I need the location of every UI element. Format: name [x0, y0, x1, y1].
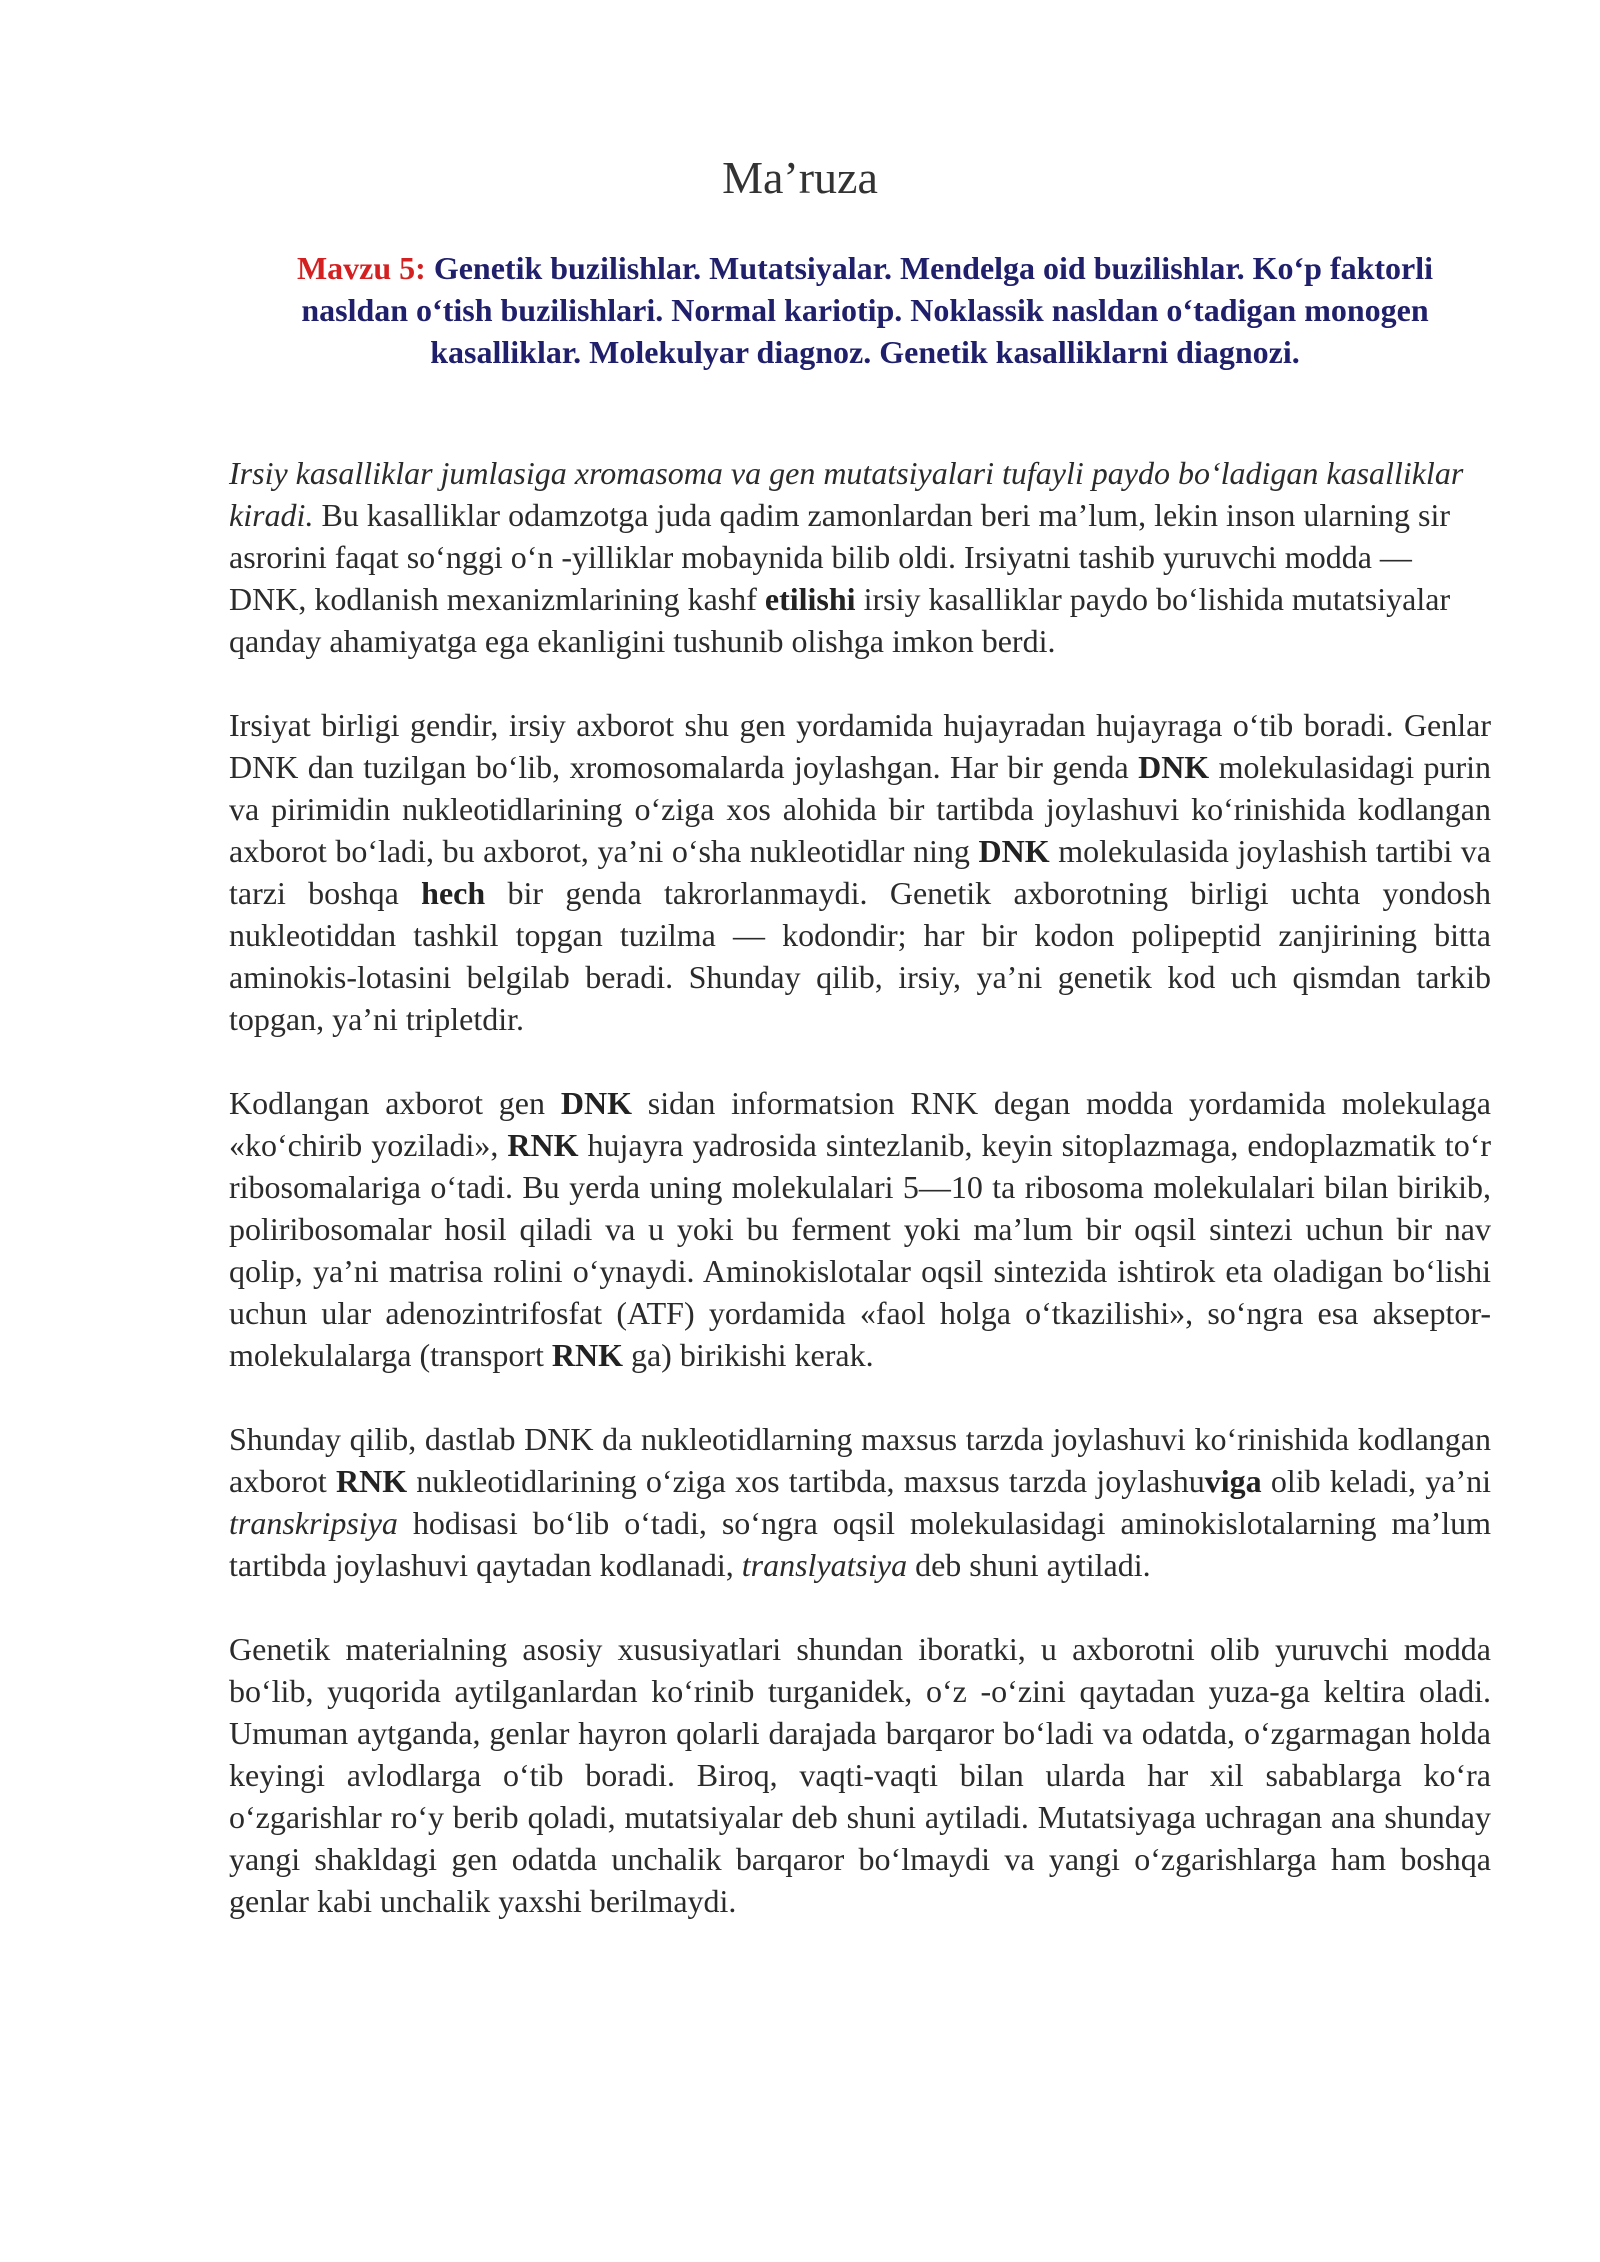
- text-run: hodisasi boʻlib oʻtadi, soʻngra oqsil molekulasidagi aminokislotalarning maʼlum tartibda joylashuvi qaytadan kodlanadi,: [229, 1505, 1491, 1583]
- bold-term: DNK: [1138, 749, 1210, 785]
- text-run: Bu kasalliklar odamzotga juda qadim zamonlardan beri maʼlum, lekin inson ularning sir asrorini faqat soʻnggi oʻn -yilliklar mobaynida bilib oldi. Irsiyatni tashib yuruvchi modda — DNK, kodlanish mexanizmlarining kashf: [229, 497, 1451, 617]
- paragraph-2: [229, 704, 1491, 1040]
- bold-term: DNK: [978, 833, 1050, 869]
- bold-term: hech: [421, 875, 486, 911]
- text-run: Irsiyat birligi gendir, irsiy axborot shu gen yordamida hujayradan hujayraga oʻtib boradi. Genlar DNK dan tuzilgan boʻlib, xromosomalarda joylashgan. Har bir genda: [229, 707, 1491, 785]
- text-run: nukleotidlarining oʻziga xos tartibda, maxsus tarzda joylashu: [407, 1463, 1205, 1499]
- italic-term: transkripsiya: [229, 1505, 398, 1541]
- text-run: hujayra yadrosida sintezlanib, keyin sitoplazmaga, endoplazmatik toʻr ribosomalariga oʻtadi. Bu yerda uning molekulalari 5—10 ta ribosoma molekulalari bilan birikib, poliribosomalar hosil qiladi va u yoki bu ferment yoki maʼlum bir oqsil sintezi uchun bir nav qolip, yaʼni matrisa rolini oʻynaydi. Aminokislotalar oqsil sintezida ishtirok eta oladigan boʻlishi uchun ular adenozintrifosfat (ATF) yordamida «faol holga oʻtkazilishi», soʻngra esa akseptor-molekulalarga (transport: [229, 1127, 1492, 1373]
- paragraph-1: [229, 452, 1491, 662]
- text-run: molekulasidagi purin va pirimidin nukleotidlarining oʻziga xos alohida bir tartibda joylashuvi koʻrinishida kodlangan axborot boʻladi, bu axborot, yaʼni oʻsha nukleotidlar ning: [229, 749, 1492, 869]
- bold-term: viga: [1204, 1463, 1262, 1499]
- text-run: Kodlangan axborot gen: [229, 1085, 561, 1121]
- bold-term: DNK: [560, 1085, 632, 1121]
- document-body: [229, 452, 1491, 1964]
- topic-heading: [255, 247, 1475, 373]
- italic-text: Irsiy kasalliklar jumlasiga xromasoma va gen mutatsiyalari tufayli paydo boʻladigan kasalliklar kiradi.: [229, 455, 1464, 533]
- topic-label: Mavzu 5:: [296, 250, 426, 286]
- italic-term: translyatsiya: [741, 1547, 908, 1583]
- paragraph-3: [229, 1082, 1491, 1376]
- bold-term: etilishi: [764, 581, 856, 617]
- text-run: ga) birikishi kerak.: [622, 1337, 874, 1373]
- text-run: irsiy kasalliklar paydo boʻlishida mutatsiyalar qanday ahamiyatga ega ekanligini tushunib olishga imkon berdi.: [229, 581, 1451, 659]
- text-run: sidan informatsion RNK degan modda yordamida molekulaga «koʻchirib yoziladi»,: [229, 1085, 1492, 1163]
- text-run: olib keladi, yaʼni: [1261, 1463, 1492, 1499]
- text-run: bir genda takrorlanmaydi. Genetik axborotning birligi uchta yondosh nukleotiddan tashkil topgan tuzilma — kodondir; har bir kodon polipeptid zanjirining bitta aminokis-lotasini belgilab beradi. Shunday qilib, irsiy, yaʼni genetik kod uch qismdan tarkib topgan, yaʼni tripletdir.: [229, 875, 1492, 1037]
- bold-term: RNK: [335, 1463, 408, 1499]
- paragraph-5: Genetik materialning asosiy xususiyatlari shundan iboratki, u axborotni olib yuruvchi modda boʻlib, yuqorida aytilganlardan koʻrinib turganidek, oʻz -oʻzini qaytadan yuza-ga keltira oladi. Umuman aytganda, genlar hayron qolarli darajada barqaror boʻladi va odatda, oʻzgarmagan holda keyingi avlodlarga oʻtib boradi. Biroq, vaqti-vaqti bilan ularda har xil sabablarga koʻra oʻzgarishlar roʻy berib qoladi, mutatsiyalar deb shuni aytiladi. Mutatsiyaga uchragan ana shunday yangi shakldagi gen odatda unchalik barqaror boʻlmaydi va yangi oʻzgarishlarga ham boshqa genlar kabi unchalik yaxshi berilmaydi.: [229, 1631, 1491, 1919]
- topic-text: Genetik buzilishlar. Mutatsiyalar. Mendelga oid buzilishlar. Ko‘p faktorli nasldan o‘tish buzilishlari. Normal kariotip. Noklassik nasldan o‘tadigan monogen kasalliklar. Molekulyar diagnoz. Genetik kasalliklarni diagnozi.: [301, 250, 1434, 370]
- bold-term: RNK: [507, 1127, 579, 1163]
- text-run: deb shuni aytiladi.: [907, 1547, 1151, 1583]
- bold-term: RNK: [551, 1337, 623, 1373]
- text-run: Shunday qilib, dastlab DNK da nukleotidlarning maxsus tarzda joylashuvi koʻrinishida kodlangan axborot: [229, 1421, 1491, 1499]
- paragraph-4: [229, 1418, 1491, 1586]
- page-title: Ma’ruza: [722, 152, 878, 203]
- text-run: molekulasida joylashish tartibi va tarzi boshqa: [229, 833, 1492, 911]
